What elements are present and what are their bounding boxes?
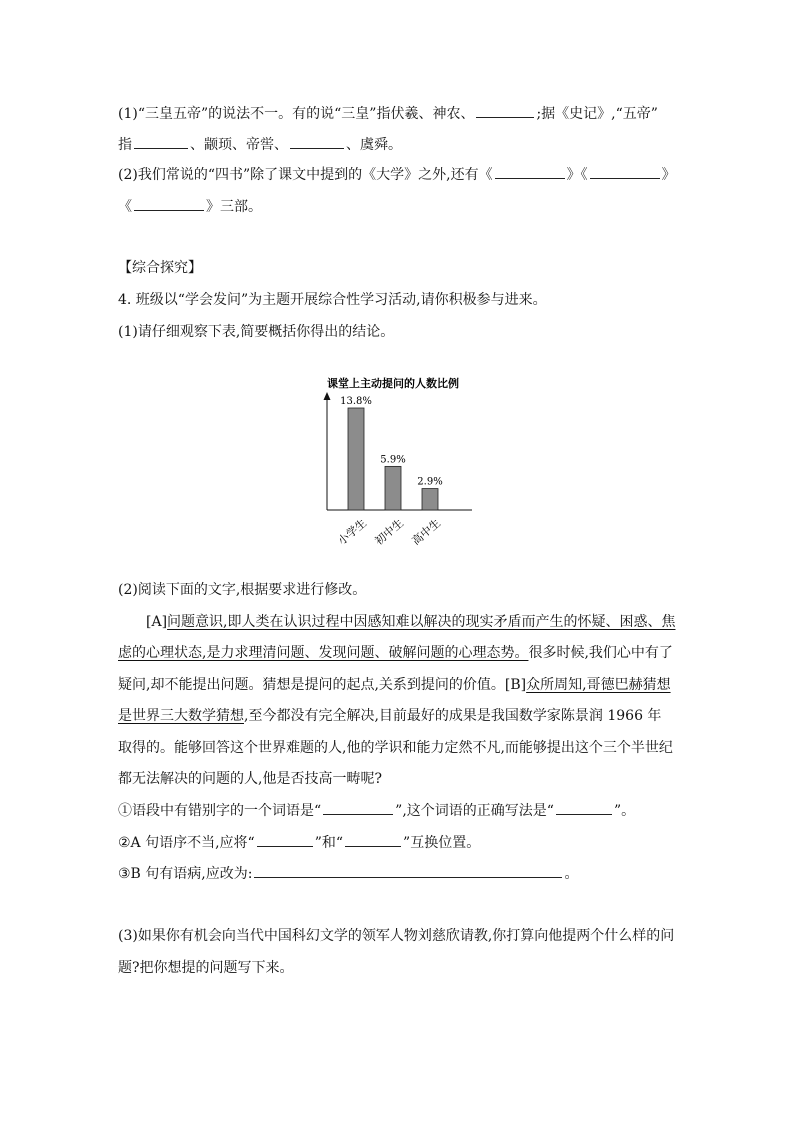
- answer-blank[interactable]: [345, 832, 401, 847]
- subq2-text-c: ”互换位置。: [403, 835, 481, 851]
- q1-text-d: 、颛顼、帝喾、: [190, 137, 288, 153]
- passage-text: ,至今都没有完全解决,目前最好的成果是我国数学家陈景润 1966 年: [244, 708, 662, 724]
- answer-blank[interactable]: [590, 164, 660, 179]
- passage-line4: [118, 706, 661, 726]
- q2-text-a: (2)我们常说的“四书”除了课文中提到的《大学》之外,还有《: [118, 167, 493, 183]
- question-4: 4. 班级以“学会发问”为主题开展综合性学习活动,请你积极参与进来。: [118, 292, 547, 308]
- bar: [422, 489, 438, 510]
- data-label: 2.9%: [417, 476, 443, 488]
- q1-text-c: 指: [118, 137, 132, 153]
- passage-line3: [118, 675, 671, 695]
- bar: [348, 408, 364, 510]
- q1-text-b: ;据《史记》,“五帝”: [536, 106, 658, 122]
- q2-text-c: 》: [661, 167, 676, 183]
- data-label: 13.8%: [340, 396, 372, 407]
- subq2-text-b: ”和“: [314, 835, 344, 851]
- q1-line2: [118, 134, 402, 155]
- answer-blank[interactable]: [254, 863, 562, 878]
- subquestion-1: [118, 800, 635, 821]
- answer-blank[interactable]: [556, 800, 612, 815]
- passage-line6: 都无法解决的问题的人,他是否技高一畴呢?: [118, 771, 382, 787]
- section-title: 【综合探究】: [118, 260, 202, 276]
- category-label: 初中生: [372, 516, 407, 548]
- q2-text-d: 《: [118, 199, 132, 215]
- question-4-3-line1: (3)如果你有机会向当代中国科幻文学的领军人物刘慈欣请教,你打算向他提两个什么样的问: [118, 928, 675, 944]
- answer-blank[interactable]: [257, 832, 313, 847]
- answer-blank[interactable]: [134, 196, 204, 211]
- subq2-text-a: ②A 句语序不当,应将“: [118, 835, 255, 851]
- answer-blank[interactable]: [323, 800, 393, 815]
- sentence-a-part2: 虑的心理状态,是力求理清问题、发现问题、破解问题的心理态势。: [118, 645, 529, 661]
- subq1-text-b: ”,这个词语的正确写法是“: [395, 803, 554, 819]
- subq3-text-b: 。: [564, 866, 579, 882]
- chart-title: 课堂上主动提问的人数比例: [327, 377, 459, 390]
- data-label: 5.9%: [380, 454, 406, 466]
- answer-blank[interactable]: [134, 134, 188, 149]
- marker-a: [A]: [146, 614, 168, 630]
- category-label: 小学生: [335, 516, 370, 548]
- q2-line1: [118, 164, 676, 185]
- passage-line5: 取得的。能够回答这个世界难题的人,他的学识和能力定然不凡,而能够提出这个三个半世纪: [118, 740, 673, 756]
- bar: [385, 466, 401, 510]
- subq1-text-a: ①语段中有错别字的一个词语是“: [118, 803, 322, 819]
- q2-text-b: 》《: [566, 167, 588, 183]
- passage-text: 疑问,却不能提出问题。猜想是提问的起点,关系到提问的价值。[B]: [118, 677, 527, 693]
- subq1-text-c: ”。: [613, 803, 636, 819]
- y-axis-arrow: [324, 392, 331, 400]
- q1-text-e: 、虞舜。: [346, 137, 402, 153]
- subq3-text-a: ③B 句有语病,应改为:: [118, 866, 253, 882]
- q2-line2: [118, 196, 262, 217]
- answer-blank[interactable]: [495, 164, 565, 179]
- passage-line2: [118, 643, 673, 663]
- answer-blank[interactable]: [290, 134, 344, 149]
- bar-chart: [300, 370, 480, 550]
- question-4-3-line2: 题?把你想提的问题写下来。: [118, 960, 294, 976]
- q1-line1: [118, 103, 658, 124]
- subquestion-3: [118, 863, 578, 884]
- question-4-1: (1)请仔细观察下表,简要概括你得出的结论。: [118, 324, 395, 340]
- q2-text-e: 》三部。: [206, 199, 262, 215]
- category-label: 高中生: [409, 516, 444, 548]
- q1-text-a: (1)“三皇五帝”的说法不一。有的说“三皇”指伏羲、神农、: [118, 106, 475, 122]
- passage-text: 很多时候,我们心中有了: [528, 645, 673, 661]
- answer-blank[interactable]: [476, 103, 534, 118]
- sentence-b-part1: 众所周知,哥德巴赫猜想: [526, 677, 671, 693]
- passage-line1: [146, 612, 676, 632]
- question-4-2: (2)阅读下面的文字,根据要求进行修改。: [118, 582, 367, 598]
- sentence-a-part1: 问题意识,即人类在认识过程中因感知难以解决的现实矛盾而产生的怀疑、困惑、焦: [167, 614, 676, 630]
- subquestion-2: [118, 832, 480, 853]
- sentence-b-part2: 是世界三大数学猜想: [118, 708, 244, 724]
